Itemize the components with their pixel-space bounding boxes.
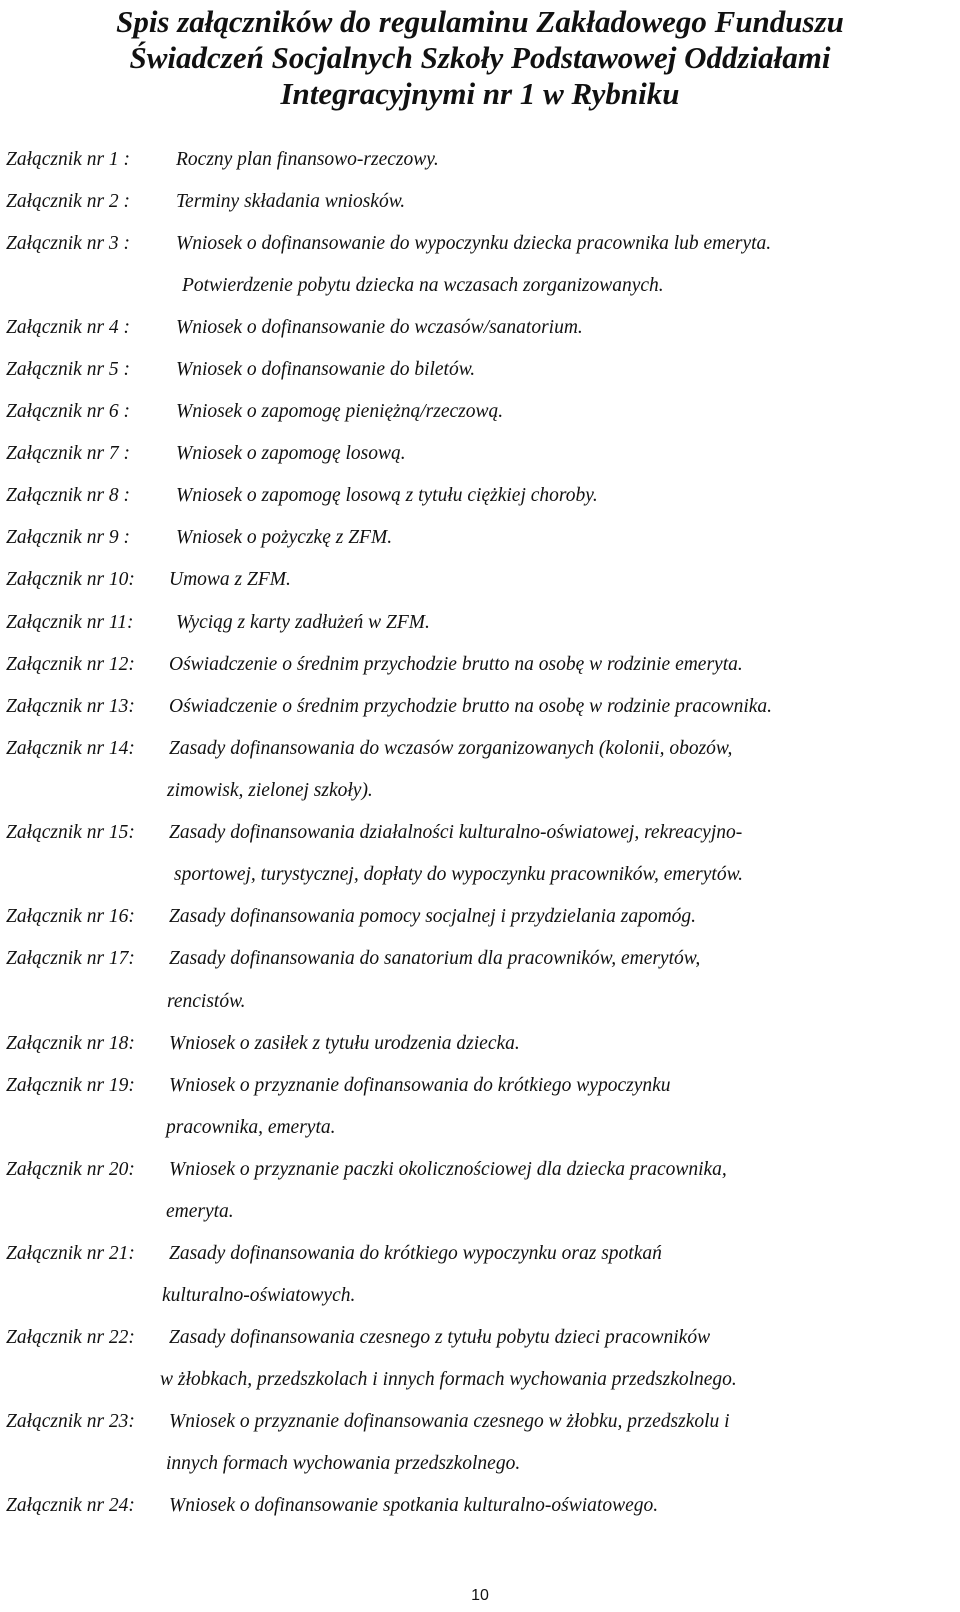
attachment-description-continuation: w żłobkach, przedszkolach i innych formach wychowania przedszkolnego.: [160, 1369, 737, 1390]
attachment-description: Zasady dofinansowania czesnego z tytułu pobytu dzieci pracowników: [169, 1327, 711, 1348]
attachment-description: Wniosek o pożyczkę z ZFM.: [176, 527, 393, 548]
attachment-description-continuation: emeryta.: [166, 1201, 234, 1222]
attachment-description-continuation: innych formach wychowania przedszkolnego.: [166, 1453, 521, 1474]
attachment-label: Załącznik nr 16:: [6, 906, 135, 927]
attachment-description-continuation: sportowej, turystycznej, dopłaty do wypoczynku pracowników, emerytów.: [174, 864, 744, 885]
attachment-label: Załącznik nr 20:: [6, 1159, 135, 1180]
attachment-description: Wniosek o zapomogę pieniężną/rzeczową.: [176, 401, 504, 422]
attachment-label: Załącznik nr 2 :: [6, 191, 131, 212]
title-line-3: Integracyjnymi nr 1 w Rybniku: [280, 76, 680, 111]
attachment-description: Zasady dofinansowania działalności kulturalno-oświatowej, rekreacyjno-: [169, 822, 743, 843]
attachment-description: Zasady dofinansowania do sanatorium dla pracowników, emerytów,: [169, 948, 701, 969]
attachment-description: Wniosek o zapomogę losową.: [176, 443, 406, 464]
attachment-label: Załącznik nr 18:: [6, 1033, 135, 1054]
attachment-description: Umowa z ZFM.: [169, 569, 291, 590]
attachment-description: Oświadczenie o średnim przychodzie brutto na osobę w rodzinie emeryta.: [169, 654, 743, 675]
attachment-description: Wniosek o dofinansowanie spotkania kulturalno-oświatowego.: [169, 1495, 659, 1516]
title-line-2: Świadczeń Socjalnych Szkoły Podstawowej Oddziałami: [129, 40, 831, 75]
attachment-label: Załącznik nr 1 :: [6, 149, 131, 170]
attachment-label: Załącznik nr 9 :: [6, 527, 131, 548]
attachment-label: Załącznik nr 19:: [6, 1075, 135, 1096]
attachment-description-continuation: pracownika, emeryta.: [166, 1117, 336, 1138]
attachment-description: Wniosek o przyznanie paczki okolicznościowej dla dziecka pracownika,: [169, 1159, 727, 1180]
attachment-description: Wniosek o zasiłek z tytułu urodzenia dziecka.: [169, 1033, 520, 1054]
attachment-label: Załącznik nr 21:: [6, 1243, 135, 1264]
attachment-label: Załącznik nr 15:: [6, 822, 135, 843]
attachment-description: Wniosek o zapomogę losową z tytułu ciężkiej choroby.: [176, 485, 598, 506]
attachment-label: Załącznik nr 7 :: [6, 443, 131, 464]
attachment-description: Oświadczenie o średnim przychodzie brutto na osobę w rodzinie pracownika.: [169, 696, 773, 717]
attachment-label: Załącznik nr 10:: [6, 569, 135, 590]
attachment-label: Załącznik nr 22:: [6, 1327, 135, 1348]
attachment-description: Wniosek o przyznanie dofinansowania do krótkiego wypoczynku: [169, 1075, 671, 1096]
attachment-description: Zasady dofinansowania do wczasów zorganizowanych (kolonii, obozów,: [169, 738, 733, 759]
attachment-description: Zasady dofinansowania pomocy socjalnej i przydzielania zapomóg.: [169, 906, 697, 927]
attachment-label: Załącznik nr 24:: [6, 1495, 135, 1516]
attachment-label: Załącznik nr 12:: [6, 654, 135, 675]
attachment-label: Załącznik nr 8 :: [6, 485, 131, 506]
page-number: 10: [471, 1587, 489, 1604]
attachment-label: Załącznik nr 13:: [6, 696, 135, 717]
attachment-description: Terminy składania wniosków.: [176, 191, 406, 212]
attachment-description: Wniosek o dofinansowanie do biletów.: [176, 359, 476, 380]
attachment-label: Załącznik nr 17:: [6, 948, 135, 969]
attachment-label: Załącznik nr 4 :: [6, 317, 131, 338]
attachment-label: Załącznik nr 3 :: [6, 233, 131, 254]
attachment-description: Wniosek o przyznanie dofinansowania czesnego w żłobku, przedszkolu i: [169, 1411, 730, 1432]
attachment-description-continuation: rencistów.: [167, 991, 246, 1012]
attachment-label: Załącznik nr 6 :: [6, 401, 131, 422]
attachment-description: Roczny plan finansowo-rzeczowy.: [176, 149, 439, 170]
attachment-description-continuation: kulturalno-oświatowych.: [162, 1285, 356, 1306]
attachment-label: Załącznik nr 14:: [6, 738, 135, 759]
attachment-description-continuation: zimowisk, zielonej szkoły).: [167, 780, 373, 801]
attachment-description: Zasady dofinansowania do krótkiego wypoczynku oraz spotkań: [169, 1243, 662, 1264]
title-line-1: Spis załączników do regulaminu Zakładowego Funduszu: [116, 4, 844, 39]
document-title: [0, 4, 960, 112]
attachment-description: Wniosek o dofinansowanie do wypoczynku dziecka pracownika lub emeryta.: [176, 233, 772, 254]
attachment-label: Załącznik nr 23:: [6, 1411, 135, 1432]
attachment-label: Załącznik nr 11:: [6, 612, 134, 633]
attachment-description: Wniosek o dofinansowanie do wczasów/sanatorium.: [176, 317, 583, 338]
attachment-description: Wyciąg z karty zadłużeń w ZFM.: [176, 612, 430, 633]
attachment-label: Załącznik nr 5 :: [6, 359, 131, 380]
attachment-description-continuation: Potwierdzenie pobytu dziecka na wczasach zorganizowanych.: [182, 275, 664, 296]
